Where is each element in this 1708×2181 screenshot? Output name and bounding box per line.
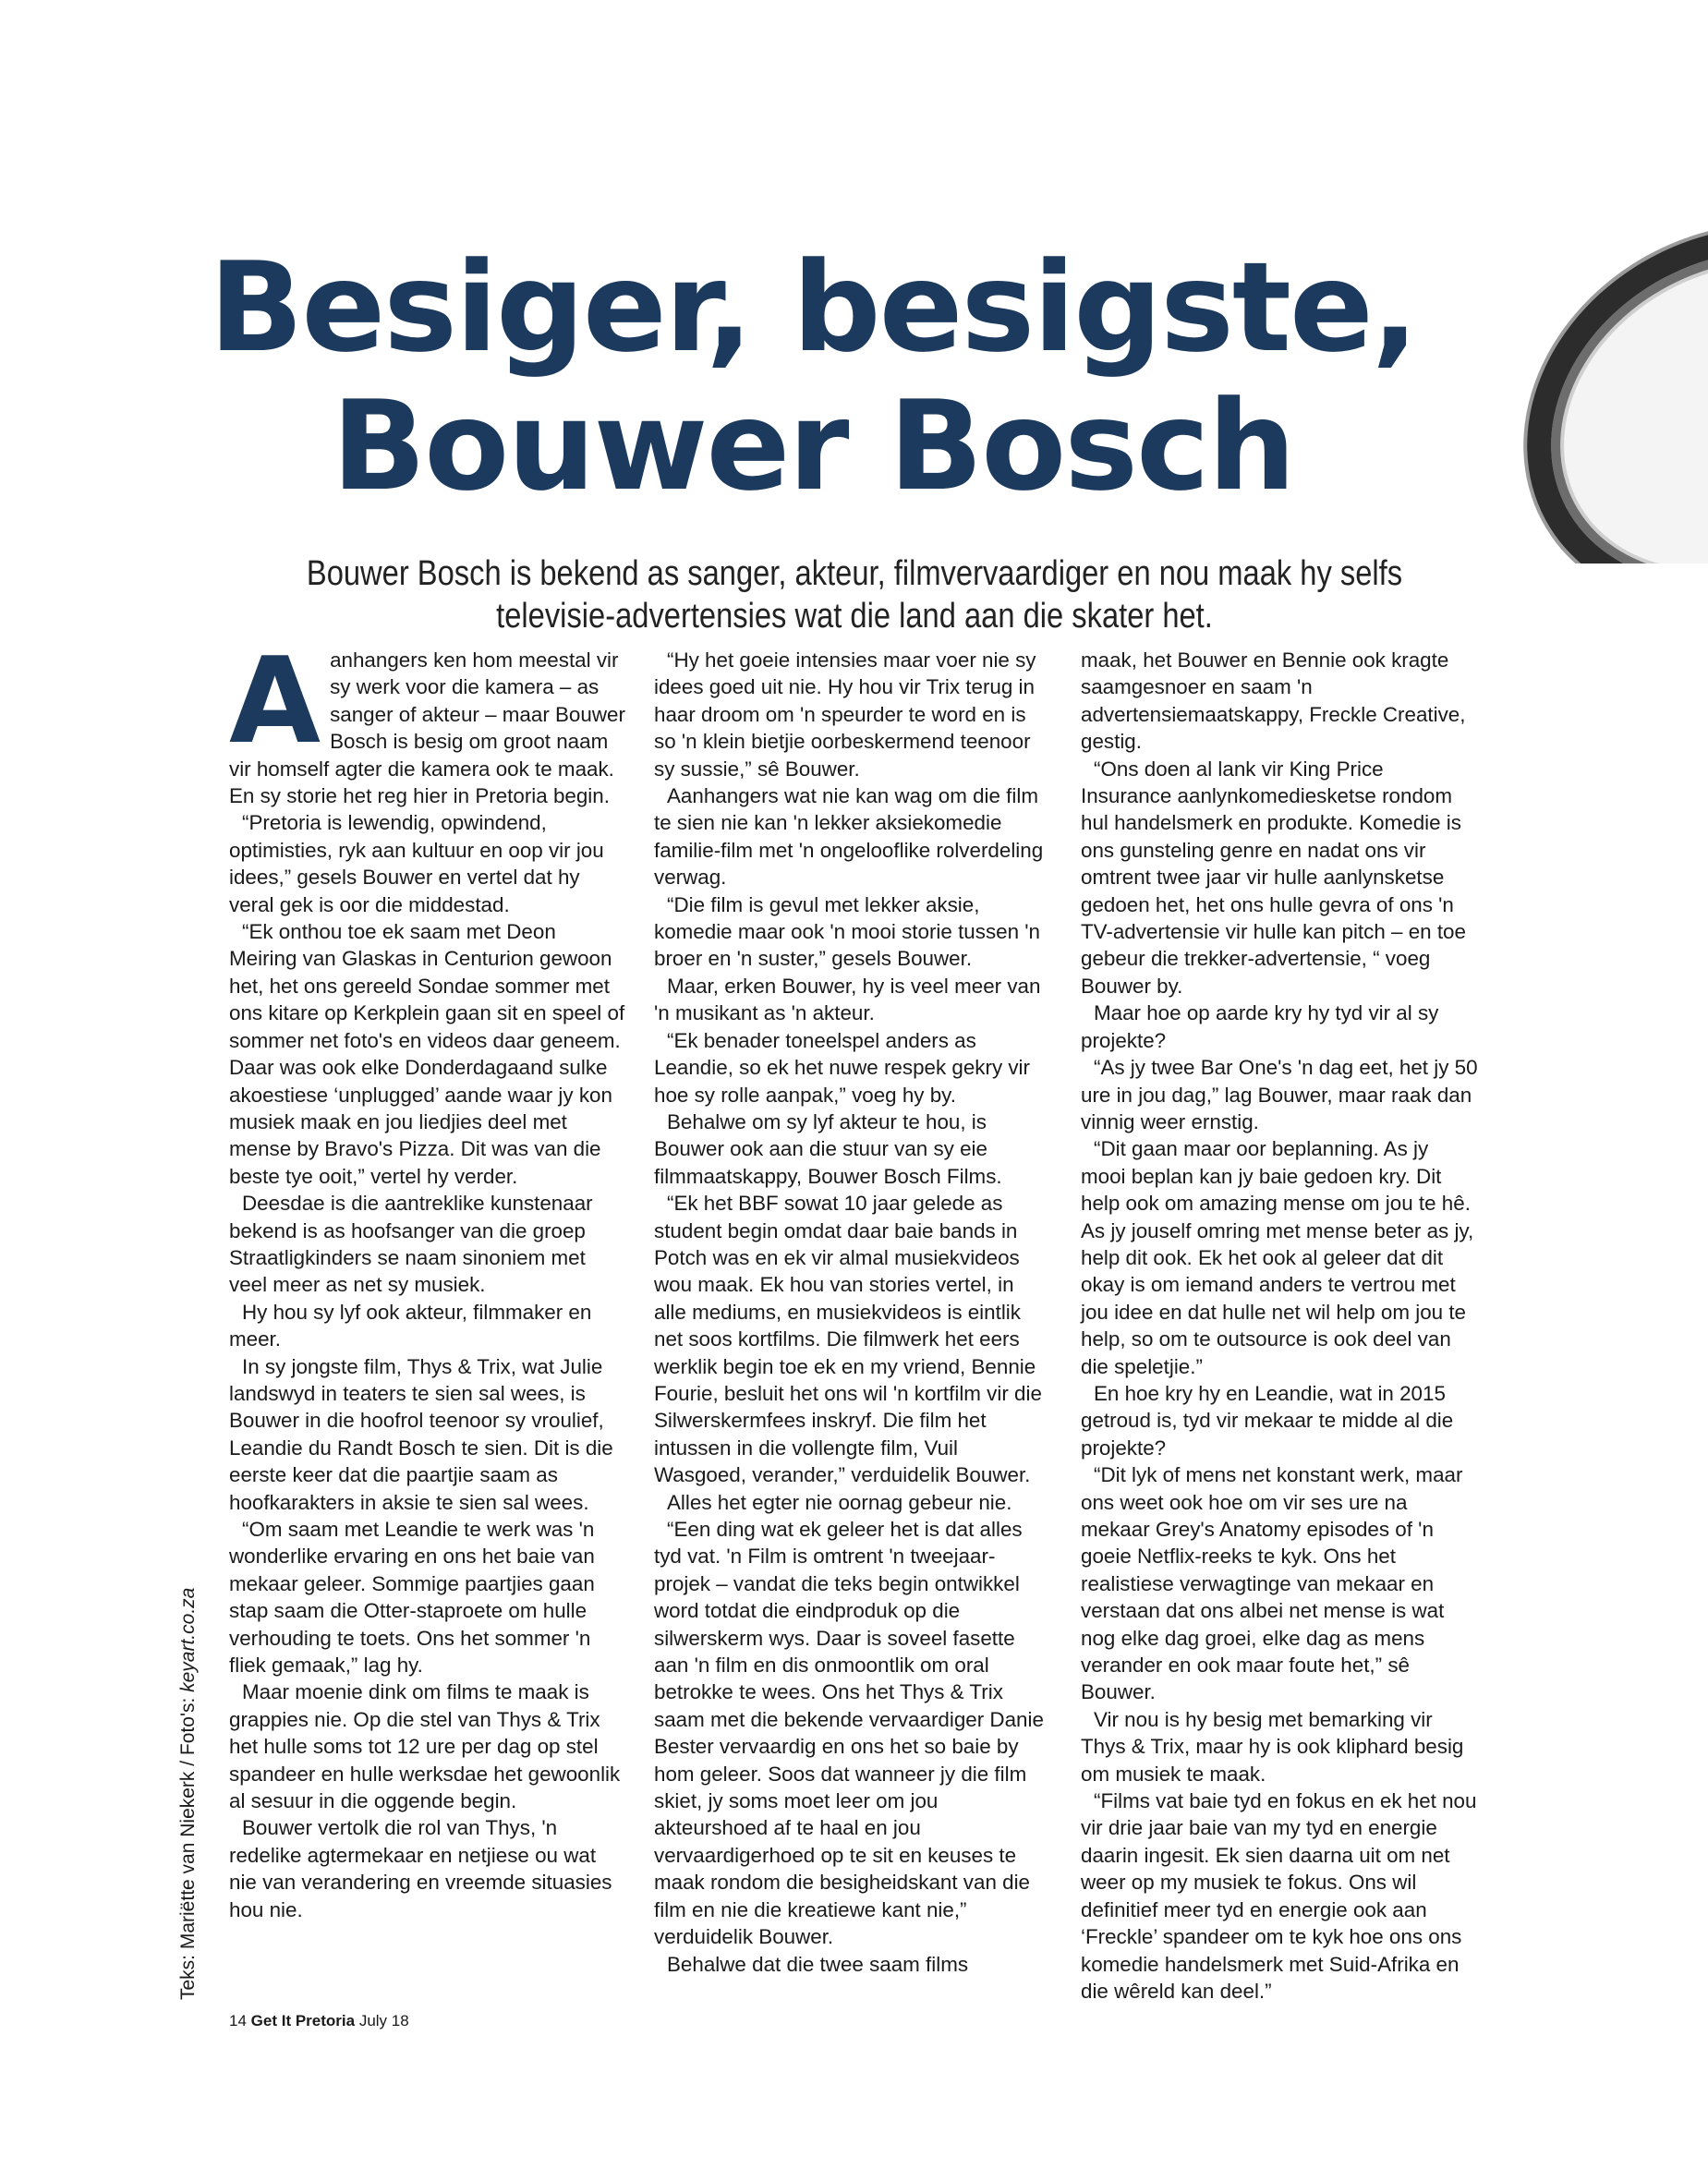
paragraph: “Om saam met Leandie te werk was 'n wonderlike ervaring en ons het baie van mekaar geleer. Sommige paartjies gaan stap saam die Otter-staproete om hulle verhouding te toets. Ons het sommer 'n fliek gemaak,” lag hy.	[229, 1518, 595, 1678]
camera-lens-decoration	[1478, 212, 1708, 563]
paragraph: “Films vat baie tyd en fokus en ek het nou vir drie jaar baie van my tyd en energie daarin ingesit. Ek sien daarna uit om net weer op my musiek te fokus. Ons wil definitief meer tyd en energie ook aan ‘Freckle’ spandeer om te kyk hoe ons ons komedie handelsmerk met Suid-Afrika en die wêreld kan deel.”	[1081, 1789, 1477, 2003]
standfirst: Bouwer Bosch is bekend as sanger, akteur, filmvervaardiger en nou maak hy selfs televisie-advertensies wat die land aan die skater het.	[306, 554, 1403, 636]
lens-ring-icon	[1478, 212, 1708, 563]
paragraph: “Dit gaan maar oor beplanning. As jy mooi beplan kan jy baie gedoen kry. Dit help ook om amazing mense om jou te hê. As jy jouself omring met mense beter as jy, help dit ook. Ek het ook al geleer dat dit okay is om iemand anders te vertrou met jou idee en dat hulle net wil help om jou te help, so om te outsource is ook deel van die speletjie.”	[1081, 1137, 1474, 1378]
paragraph: “Ek onthou toe ek saam met Deon Meiring van Glaskas in Centurion gewoon het, het ons gereeld Sondae sommer met ons kitare op Kerkplein gaan sit en speel of sommer net foto's en videos daar geneem. Daar was ook elke Donderdagaand sulke akoestiese ‘unplugged’ aande waar jy kon musiek maak en jou liedjies deel met mense by Bravo's Pizza. Dit was van die beste tye ooit,” vertel hy verder.	[229, 920, 625, 1188]
paragraph: Vir nou is hy besig met bemarking vir Thys & Trix, maar hy is ook kliphard besig om musiek te maak.	[1081, 1707, 1464, 1786]
credit-text: Teks: Mariëtte van Niekerk / Foto's:	[177, 1691, 199, 2000]
paragraph: Maar hoe op aarde kry hy tyd vir al sy projekte?	[1081, 1001, 1439, 1052]
article-column-2	[654, 647, 1051, 1978]
drop-cap: A	[229, 633, 321, 770]
paragraph: “Een ding wat ek geleer het is dat alles tyd vat. 'n Film is omtrent 'n tweejaar-projek – vandat die teks begin ontwikkel word totdat die eindproduk op die silwerskerm wys. Daar is soveel fasette aan 'n film en dis onmoontlik om oral betrokke te wees. Ons het Thys & Trix saam met die bekende vervaardiger Danie Bester vervaardig en ons het so baie by hom geleer. Soos dat wanneer jy die film skiet, jy soms moet leer om jou akteurshoed af te haal en jou vervaardigerhoed op te sit en keuses te maak rondom die besigheidskant van die film en nie die kreatiewe kant nie,” verduidelik Bouwer.	[654, 1518, 1044, 1949]
paragraph: “Dit lyk of mens net konstant werk, maar ons weet ook hoe om vir ses ure na mekaar Grey's Anatomy episodes of 'n goeie Netflix-reeks te kyk. Ons het realistiese verwagtinge van mekaar en verstaan dat ons albei net mense is wat nog elke dag groei, elke dag as mens verander en ook maar foute het,” sê Bouwer.	[1081, 1463, 1463, 1704]
paragraph: “Pretoria is lewendig, opwindend, optimisties, ryk aan kultuur en oop vir jou idees,” gesels Bouwer en vertel dat hy veral gek is oor die middestad.	[229, 811, 604, 916]
page-footer	[229, 2012, 409, 2030]
paragraph: “Hy het goeie intensies maar voer nie sy idees goed uit nie. Hy hou vir Trix terug in haar droom om 'n speurder te word en is so 'n klein bietjie oorbeskermend teenoor sy sussie,” sê Bouwer.	[654, 648, 1036, 781]
paragraph: “Ek het BBF sowat 10 jaar gelede as student begin omdat daar baie bands in Potch was en ek vir almal musiekvideos wou maak. Ek hou van stories vertel, in alle mediums, en musiekvideos is eintlik net soos kortfilms. Die filmwerk het eers werklik begin toe ek en my vriend, Bennie Fourie, besluit het ons wil 'n kortfilm vir die Silwerskermfees inskryf. Die film het intussen in die vollengte film, Vuil Wasgoed, verander,” verduidelik Bouwer.	[654, 1192, 1042, 1487]
paragraph: Aanhangers wat nie kan wag om die film te sien nie kan 'n lekker aksiekomedie familie-film met 'n ongelooflike rolverdeling verwag.	[654, 784, 1044, 890]
publication-name: Get It Pretoria	[250, 2012, 356, 2030]
credit-website: keyart.co.za	[177, 1587, 199, 1692]
paragraph: “Die film is gevul met lekker aksie, komedie maar ook 'n mooi storie tussen 'n broer en 'n suster,” gesels Bouwer.	[654, 892, 1040, 971]
photo-credit	[177, 1588, 200, 2000]
paragraph: Behalwe om sy lyf akteur te hou, is Bouwer ook aan die stuur van sy eie filmmaatskappy, Bouwer Bosch Films.	[654, 1109, 1002, 1188]
paragraph: “As jy twee Bar One's 'n dag eet, het jy 50 ure in jou dag,” lag Bouwer, maar raak dan vinnig weer ernstig.	[1081, 1056, 1478, 1133]
paragraph: Behalwe dat die twee saam films	[667, 1952, 969, 1976]
paragraph: “Ons doen al lank vir King Price Insurance aanlynkomediesketse rondom hul handelsmerk en produkte. Komedie is ons gunsteling genre en nadat ons vir omtrent twee jaar vir hulle aanlynsketse gedoen het, het ons hulle gevra of ons 'n TV-advertensie vir hulle kan pitch – en toe gebeur die trekker-advertensie, “ voeg Bouwer by.	[1081, 757, 1466, 998]
paragraph: “Ek benader toneelspel anders as Leandie, so ek het nuwe respek gekry vir hoe sy rolle aanpak,” voeg hy by.	[654, 1028, 1030, 1107]
paragraph: En hoe kry hy en Leandie, wat in 2015 getroud is, tyd vir mekaar te midde al die projekte?	[1081, 1381, 1454, 1460]
headline-line-1: Besiger, besigste,	[209, 236, 1417, 380]
paragraph: maak, het Bouwer en Bennie ook kragte saamgesnoer en saam 'n advertensiemaatskappy, Freckle Creative, gestig.	[1081, 648, 1466, 754]
headline	[157, 236, 1469, 518]
issue-date: July 18	[358, 2012, 409, 2030]
paragraph: anhangers ken hom meestal vir sy werk voor die kamera – as sanger of akteur – maar Bouwer Bosch is besig om groot naam vir homself agter die kamera ook te maak. En sy storie het reg hier in Pretoria begin.	[229, 648, 625, 808]
paragraph: Deesdae is die aantreklike kunstenaar bekend is as hoofsanger van die groep Straatligkinders se naam sinoniem met veel meer as net sy musiek.	[229, 1192, 593, 1297]
page-number: 14	[229, 2012, 247, 2030]
paragraph: Bouwer vertolk die rol van Thys, 'n redelike agtermekaar en netjiese ou wat nie van verandering en vreemde situasies hou nie.	[229, 1816, 612, 1921]
paragraph: Hy hou sy lyf ook akteur, filmmaker en meer.	[229, 1300, 592, 1351]
article-column-3	[1081, 647, 1478, 2005]
paragraph: Maar, erken Bouwer, hy is veel meer van 'n musikant as 'n akteur.	[654, 974, 1041, 1025]
article-column-1	[229, 633, 626, 1923]
paragraph: Alles het egter nie oornag gebeur nie.	[667, 1490, 1012, 1514]
paragraph: Maar moenie dink om films te maak is grappies nie. Op die stel van Thys & Trix het hulle soms tot 12 ure per dag op stel spandeer en hulle werksdae het gewoonlik al sesuur in die oggende begin.	[229, 1680, 621, 1813]
paragraph: In sy jongste film, Thys & Trix, wat Julie landswyd in teaters te sien sal wees, is Bouwer in die hoofrol teenoor sy vroulief, Leandie du Randt Bosch te sien. Dit is die eerste keer dat die paartjie saam as hoofkarakters in aksie te sien sal wees.	[229, 1354, 613, 1514]
headline-line-2: Bouwer Bosch	[332, 374, 1294, 518]
